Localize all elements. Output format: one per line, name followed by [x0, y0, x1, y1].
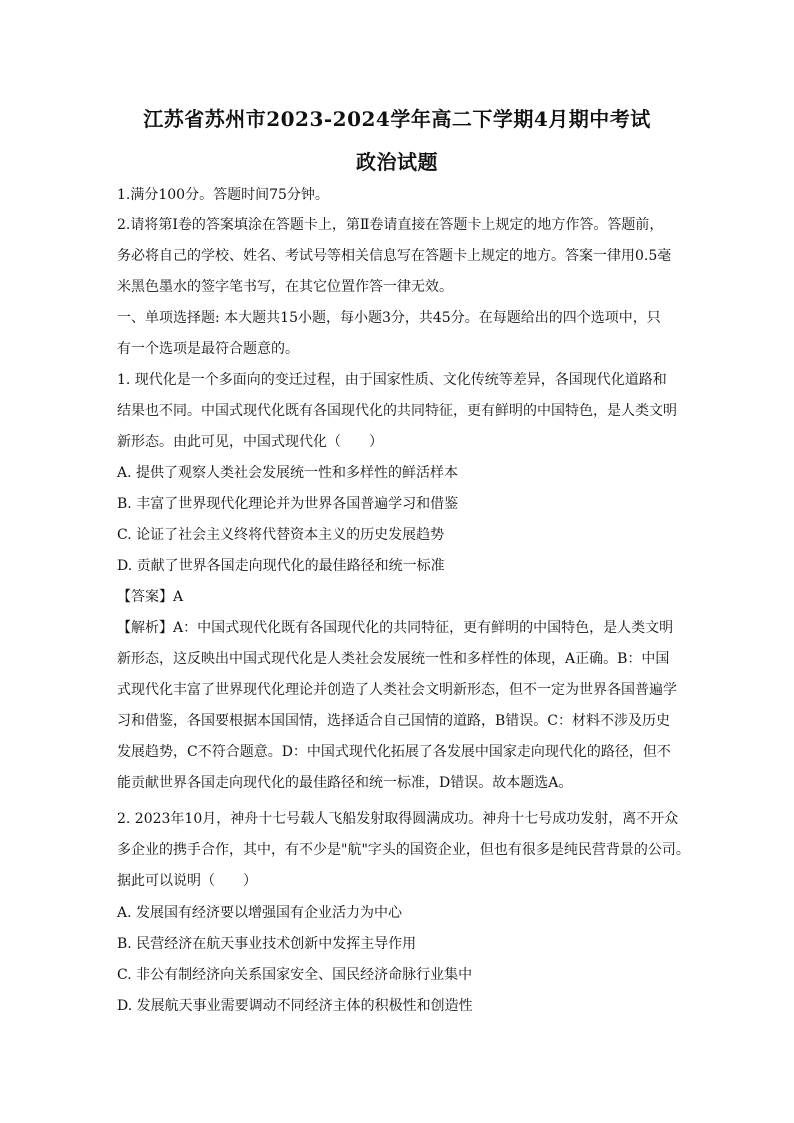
- question-2-option-d: D. 发展航天事业需要调动不同经济主体的积极性和创造性: [117, 998, 473, 1014]
- instruction-line: 米黑色墨水的签字笔书写，在其它位置作答一律无效。: [117, 279, 453, 295]
- question-1-analysis: 新形态，这反映出中国式现代化是人类社会发展统一性和多样性的体现，A正确。B：中国: [117, 651, 670, 667]
- question-1-analysis: 式现代化丰富了世界现代化理论并创造了人类社会文明新形态，但不一定为世界各国普遍学: [117, 682, 677, 698]
- question-2-stem: 多企业的携手合作，其中，有不少是"航"字头的国资企业，但也有很多是纯民营背景的公司。: [117, 842, 690, 858]
- question-1-stem: 新形态。由此可见，中国式现代化（ ）: [117, 434, 383, 450]
- question-1-analysis: 能贡献世界各国走向现代化的最佳路径和统一标准，D错误。故本题选A。: [117, 775, 573, 791]
- question-1-stem: 1. 现代化是一个多面向的变迁过程，由于国家性质、文化传统等差异，各国现代化道路和: [117, 372, 667, 388]
- instruction-line: 2.请将第Ⅰ卷的答案填涂在答题卡上，第Ⅱ卷请直接在答题卡上规定的地方作答。答题前，: [117, 217, 664, 233]
- instruction-line: 1.满分100分。答题时间75分钟。: [117, 187, 329, 203]
- question-2-stem: 2. 2023年10月，神舟十七号载人飞船发射取得圆满成功。神舟十七号成功发射，离不开众: [117, 811, 679, 827]
- question-1-answer: 【答案】A: [117, 589, 184, 605]
- question-1-option-c: C. 论证了社会主义终将代替资本主义的历史发展趋势: [117, 527, 445, 543]
- section-heading: 有一个选项是最符合题意的。: [117, 341, 299, 357]
- question-1-analysis: 发展趋势，C不符合题意。D：中国式现代化拓展了各发展中国家走向现代化的路径，但不: [117, 744, 671, 760]
- question-2-stem: 据此可以说明（ ）: [117, 873, 257, 889]
- question-1-analysis: 习和借鉴，各国要根据本国国情，选择适合自己国情的道路，B错误。C：材料不涉及历史: [117, 713, 670, 729]
- instruction-line: 务必将自己的学校、姓名、考试号等相关信息写在答题卡上规定的地方。答案一律用0.5毫: [117, 248, 672, 264]
- exam-subtitle: 政治试题: [356, 150, 438, 174]
- question-1-option-b: B. 丰富了世界现代化理论并为世界各国普遍学习和借鉴: [117, 496, 459, 512]
- section-heading: 一、单项选择题: 本大题共15小题，每小题3分，共45分。在每题给出的四个选项中，只: [117, 310, 661, 326]
- question-2-option-a: A. 发展国有经济要以增强国有企业活力为中心: [117, 905, 403, 921]
- question-2-option-b: B. 民营经济在航天事业技术创新中发挥主导作用: [117, 936, 417, 952]
- question-2-option-c: C. 非公有制经济向关系国家安全、国民经济命脉行业集中: [117, 967, 473, 983]
- question-1-option-d: D. 贡献了世界各国走向现代化的最佳路径和统一标准: [117, 558, 445, 574]
- question-1-analysis: 【解析】A：中国式现代化既有各国现代化的共同特征，更有鲜明的中国特色，是人类文明: [117, 620, 674, 636]
- question-1-option-a: A. 提供了观察人类社会发展统一性和多样性的鲜活样本: [117, 465, 459, 481]
- question-1-stem: 结果也不同。中国式现代化既有各国现代化的共同特征，更有鲜明的中国特色，是人类文明: [117, 403, 677, 419]
- exam-title: 江苏省苏州市2023-2024学年高二下学期4月期中考试: [143, 107, 651, 131]
